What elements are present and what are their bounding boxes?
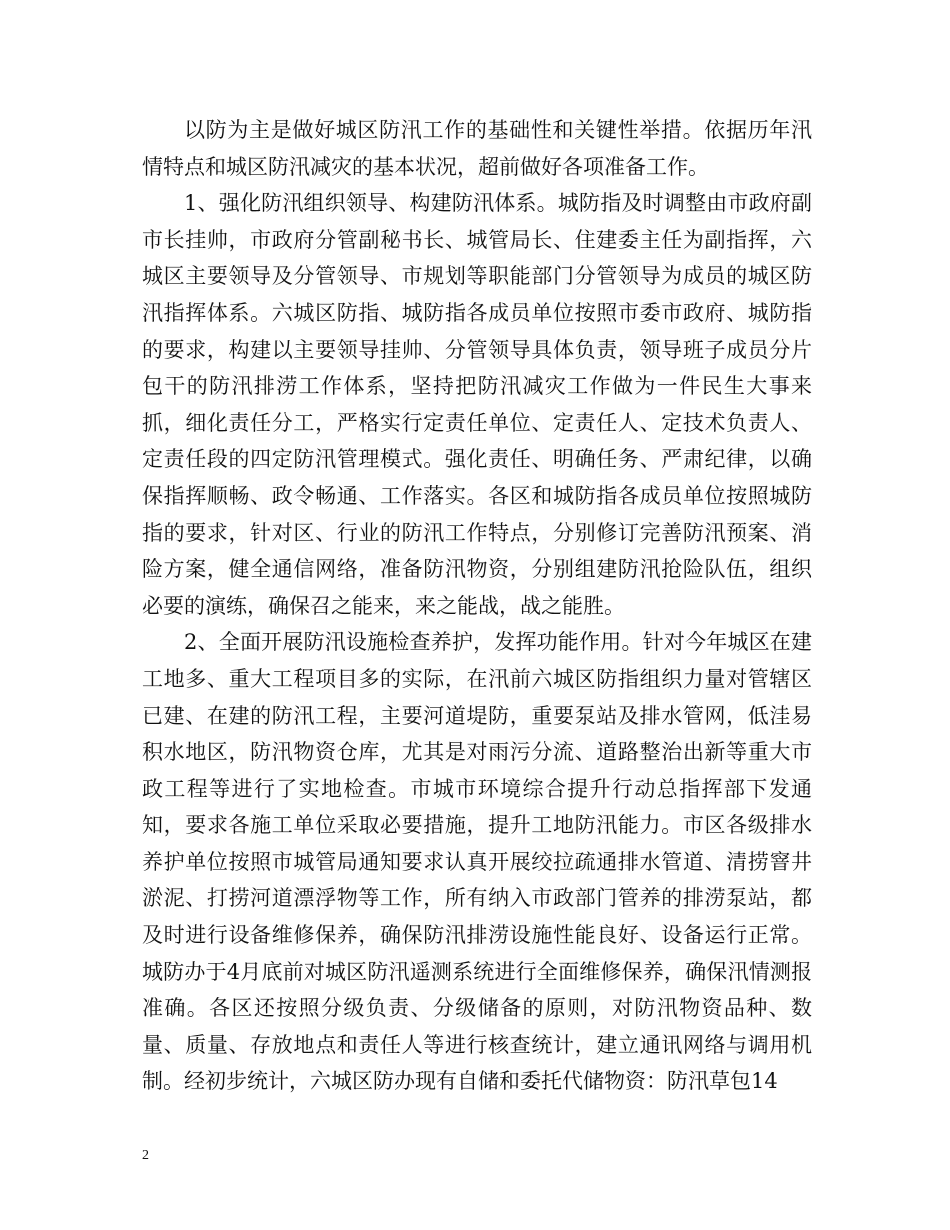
paragraph-intro: 以防为主是做好城区防汛工作的基础性和关键性举措。依据历年汛情特点和城区防汛减灾的基本状况，超前做好各项准备工作。 [142, 118, 812, 179]
document-body [142, 112, 812, 1100]
page-number: 2 [142, 1148, 149, 1163]
paragraph-section-2: 2、全面开展防汛设施检查养护，发挥功能作用。针对今年城区在建工地多、重大工程项目多的实际，在汛前六城区防指组织力量对管辖区已建、在建的防汛工程，主要河道堤防，重要泵站及排水管网，低洼易积水地区，防汛物资仓库，尤其是对雨污分流、道路整治出新等重大市政工程等进行了实地检查。市城市环境综合提升行动总指挥部下发通知，要求各施工单位采取必要措施，提升工地防汛能力。市区各级排水养护单位按照市城管局通知要求认真开展绞拉疏通排水管道、清捞窨井淤泥、打捞河道漂浮物等工作，所有纳入市政部门管养的排涝泵站，都及时进行设备维修保养，确保防汛排涝设施性能良好、设备运行正常。城防办于4月底前对城区防汛遥测系统进行全面维修保养，确保汛情测报准确。各区还按照分级负责、分级储备的原则，对防汛物资品种、数量、质量、存放地点和责任人等进行核查统计，建立通讯网络与调用机制。经初步统计，六城区防办现有自储和委托代储物资：防汛草包14 [142, 630, 812, 1094]
paragraph-section-1: 1、强化防汛组织领导、构建防汛体系。城防指及时调整由市政府副市长挂帅，市政府分管副秘书长、城管局长、住建委主任为副指挥，六城区主要领导及分管领导、市规划等职能部门分管领导为成员的城区防汛指挥体系。六城区防指、城防指各成员单位按照市委市政府、城防指的要求，构建以主要领导挂帅、分管领导具体负责，领导班子成员分片包干的防汛排涝工作体系，坚持把防汛减灾工作做为一件民生大事来抓，细化责任分工，严格实行定责任单位、定责任人、定技术负责人、定责任段的四定防汛管理模式。强化责任、明确任务、严肃纪律，以确保指挥顺畅、政令畅通、工作落实。各区和城防指各成员单位按照城防指的要求，针对区、行业的防汛工作特点，分别修订完善防汛预案、消险方案，健全通信网络，准备防汛物资，分别组建防汛抢险队伍，组织必要的演练，确保召之能来，来之能战，战之能胜。 [142, 191, 812, 618]
